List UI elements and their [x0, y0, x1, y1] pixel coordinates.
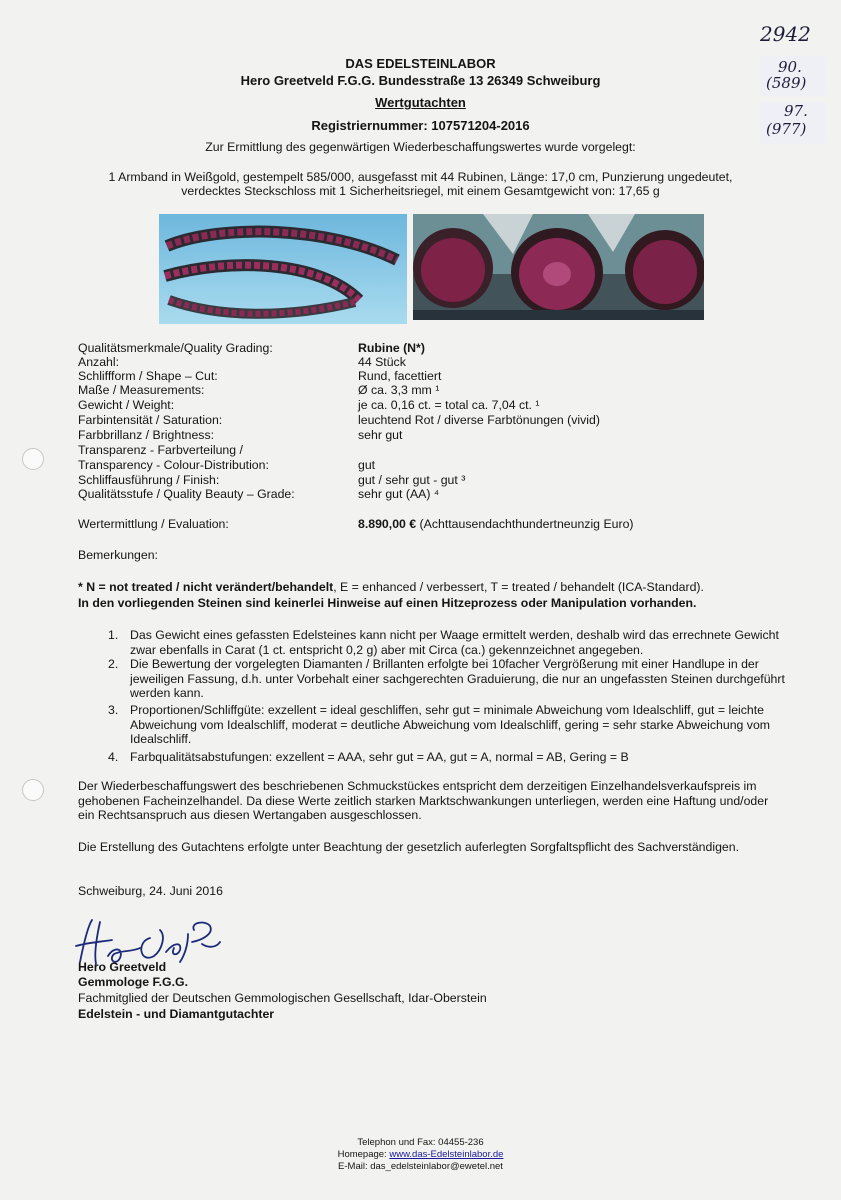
grading-label: Qualitätsstufe / Quality Beauty – Grade: — [78, 487, 295, 501]
treatment-legend — [78, 580, 798, 595]
grading-row — [78, 341, 798, 355]
evaluation-words: (Achttausendachthundertneunzig Euro) — [416, 517, 634, 531]
footnote-number: 2. — [108, 657, 119, 671]
item-description-line-2: verdecktes Steckschloss mit 1 Sicherheitsriegel, mit einem Gesamtgewicht von: 17,65 g — [181, 184, 660, 198]
bracelet-photo-overview — [159, 214, 407, 324]
footer-email: E-Mail: das_edelsteinlabor@ewetel.net — [338, 1161, 503, 1172]
footnote-item — [108, 750, 788, 766]
grading-row — [78, 369, 798, 383]
footnote-item — [108, 703, 788, 747]
treatment-legend-rest: , E = enhanced / verbessert, T = treated / behandelt (ICA-Standard). — [333, 580, 704, 594]
grading-value: sehr gut (AA) ⁴ — [358, 487, 440, 501]
grading-value: sehr gut — [358, 428, 403, 442]
evaluation-row — [78, 517, 798, 531]
footnote-text: Das Gewicht eines gefassten Edelsteines kann nicht per Waage ermittelt werden, deshalb wird das errechnete Gewicht zwar ebenfalls in Carat (1 ct. entspricht 0,2 g) aber mit Circa (ca.) gekennzeichnet angegeben. — [130, 628, 779, 657]
footnote-number: 3. — [108, 703, 119, 717]
signer-role: Edelstein - und Diamantgutachter — [78, 1007, 275, 1021]
value-disclaimer: Der Wiederbeschaffungswert des beschriebenen Schmuckstückes entspricht dem derzeitigen Einzelhandelsverkaufspreis im gehobenen Facheinzelhandel. Da diese Werte zeitlich starken Marktschwankungen unterliegen, werden eine Haftung und/oder ein Rechtsanspruch aus diesen Wertangaben ausgeschlossen. — [78, 779, 769, 822]
handwritten-note-1: 90. — [778, 58, 802, 76]
grading-value: gut — [358, 458, 376, 472]
grading-label: Transparenz - Farbverteilung / — [78, 443, 243, 457]
signer-membership: Fachmitglied der Deutschen Gemmologischen Gesellschaft, Idar-Oberstein — [78, 991, 487, 1005]
grading-label: Farbbrillanz / Brightness: — [78, 428, 215, 442]
evaluation-label: Wertermittlung / Evaluation: — [78, 517, 229, 531]
grading-row — [78, 428, 798, 442]
grading-row — [78, 355, 798, 369]
treatment-statement: In den vorliegenden Steinen sind keinerlei Hinweise auf einen Hitzeprozess oder Manipulation vorhanden. — [78, 596, 697, 610]
title-wrap — [0, 95, 841, 110]
grading-row — [78, 398, 798, 412]
grading-row — [78, 487, 798, 501]
footnote-text: Farbqualitätsabstufungen: exzellent = AAA, sehr gut = AA, gut = A, normal = AB, Gering = B — [130, 750, 629, 764]
evaluation-amount: 8.890,00 € — [358, 517, 417, 531]
grading-label: Maße / Measurements: — [78, 383, 205, 397]
grading-label: Farbintensität / Saturation: — [78, 413, 223, 427]
punch-hole — [22, 448, 44, 470]
grading-label: Qualitätsmerkmale/Quality Grading: — [78, 341, 273, 355]
grading-label: Schliffausführung / Finish: — [78, 473, 220, 487]
evaluation-value — [358, 517, 634, 531]
homepage-label: Homepage: — [337, 1149, 390, 1160]
grading-value: 44 Stück — [358, 355, 406, 369]
grading-value: gut / sehr gut - gut ³ — [358, 473, 466, 487]
grading-label: Transparency - Colour-Distribution: — [78, 458, 269, 472]
intro-text: Zur Ermittlung des gegenwärtigen Wiederbeschaffungswertes wurde vorgelegt: — [205, 140, 636, 154]
care-statement: Die Erstellung des Gutachtens erfolgte unter Beachtung der gesetzlich auferlegten Sorgfaltspflicht des Sachverständigen. — [78, 840, 740, 854]
handwritten-number: 2942 — [760, 22, 811, 46]
item-description-line-1: 1 Armband in Weißgold, gestempelt 585/000, ausgefasst mit 44 Rubinen, Länge: 17,0 cm, Punzierung ungedeutet, — [108, 170, 733, 184]
footnote-number: 1. — [108, 628, 119, 642]
grading-row — [78, 413, 798, 427]
footnote-text: Proportionen/Schliffgüte: exzellent = ideal geschliffen, sehr gut = minimale Abweichung vom Idealschliff, gut = leichte Abweichung vom Idealschliff, moderat = deutliche Abweichung vom Idealschliff, gering = sehr starke Abweichung vom Idealschliff. — [130, 703, 771, 746]
footnote-item — [108, 657, 788, 701]
handwritten-note-2b: (977) — [766, 120, 807, 138]
grading-row — [78, 443, 798, 457]
grading-row — [78, 473, 798, 487]
org-name: DAS EDELSTEINLABOR — [345, 56, 496, 71]
org-address: Hero Greetveld F.G.G. Bundesstraße 13 26349 Schweiburg — [240, 73, 601, 88]
grading-row — [78, 383, 798, 397]
ruby-closeup-photo — [413, 214, 704, 320]
footer-homepage — [0, 1149, 841, 1161]
handwritten-note-2: 97. — [784, 102, 808, 120]
grading-label: Anzahl: — [78, 355, 120, 369]
signer-name: Hero Greetveld — [78, 960, 167, 974]
grading-row — [78, 458, 798, 472]
grading-value: Ø ca. 3,3 mm ¹ — [358, 383, 440, 397]
footnote-item — [108, 628, 788, 658]
remarks-label: Bemerkungen: — [78, 548, 158, 562]
footnote-number: 4. — [108, 750, 119, 764]
homepage-link[interactable]: www.das-Edelsteinlabor.de — [389, 1149, 504, 1160]
grading-value: Rund, facettiert — [358, 369, 442, 383]
grading-value: Rubine (N*) — [358, 341, 425, 355]
registration-number: Registriernummer: 107571204-2016 — [311, 118, 530, 133]
signer-title: Gemmologe F.G.G. — [78, 975, 189, 989]
grading-value: je ca. 0,16 ct. = total ca. 7,04 ct. ¹ — [358, 398, 540, 412]
grading-label: Gewicht / Weight: — [78, 398, 175, 412]
handwritten-note-1b: (589) — [766, 74, 807, 92]
footnote-text: Die Bewertung der vorgelegten Diamanten / Brillanten erfolgte bei 10facher Vergrößerung mit einer Handlupe in der jeweiligen Fassung, d.h. unter Vorbehalt einer sachgerechten Graduierung, die nur an ungefassten Steinen durchgeführt werden kann. — [130, 657, 785, 700]
punch-hole — [22, 779, 44, 801]
document-title: Wertgutachten — [375, 95, 466, 110]
place-date: Schweiburg, 24. Juni 2016 — [78, 884, 223, 898]
grading-label: Schliffform / Shape – Cut: — [78, 369, 218, 383]
grading-value: leuchtend Rot / diverse Farbtönungen (vivid) — [358, 413, 600, 427]
treatment-legend-bold: * N = not treated / nicht verändert/behandelt — [78, 580, 334, 594]
footer-phone: Telephon und Fax: 04455-236 — [357, 1137, 484, 1148]
